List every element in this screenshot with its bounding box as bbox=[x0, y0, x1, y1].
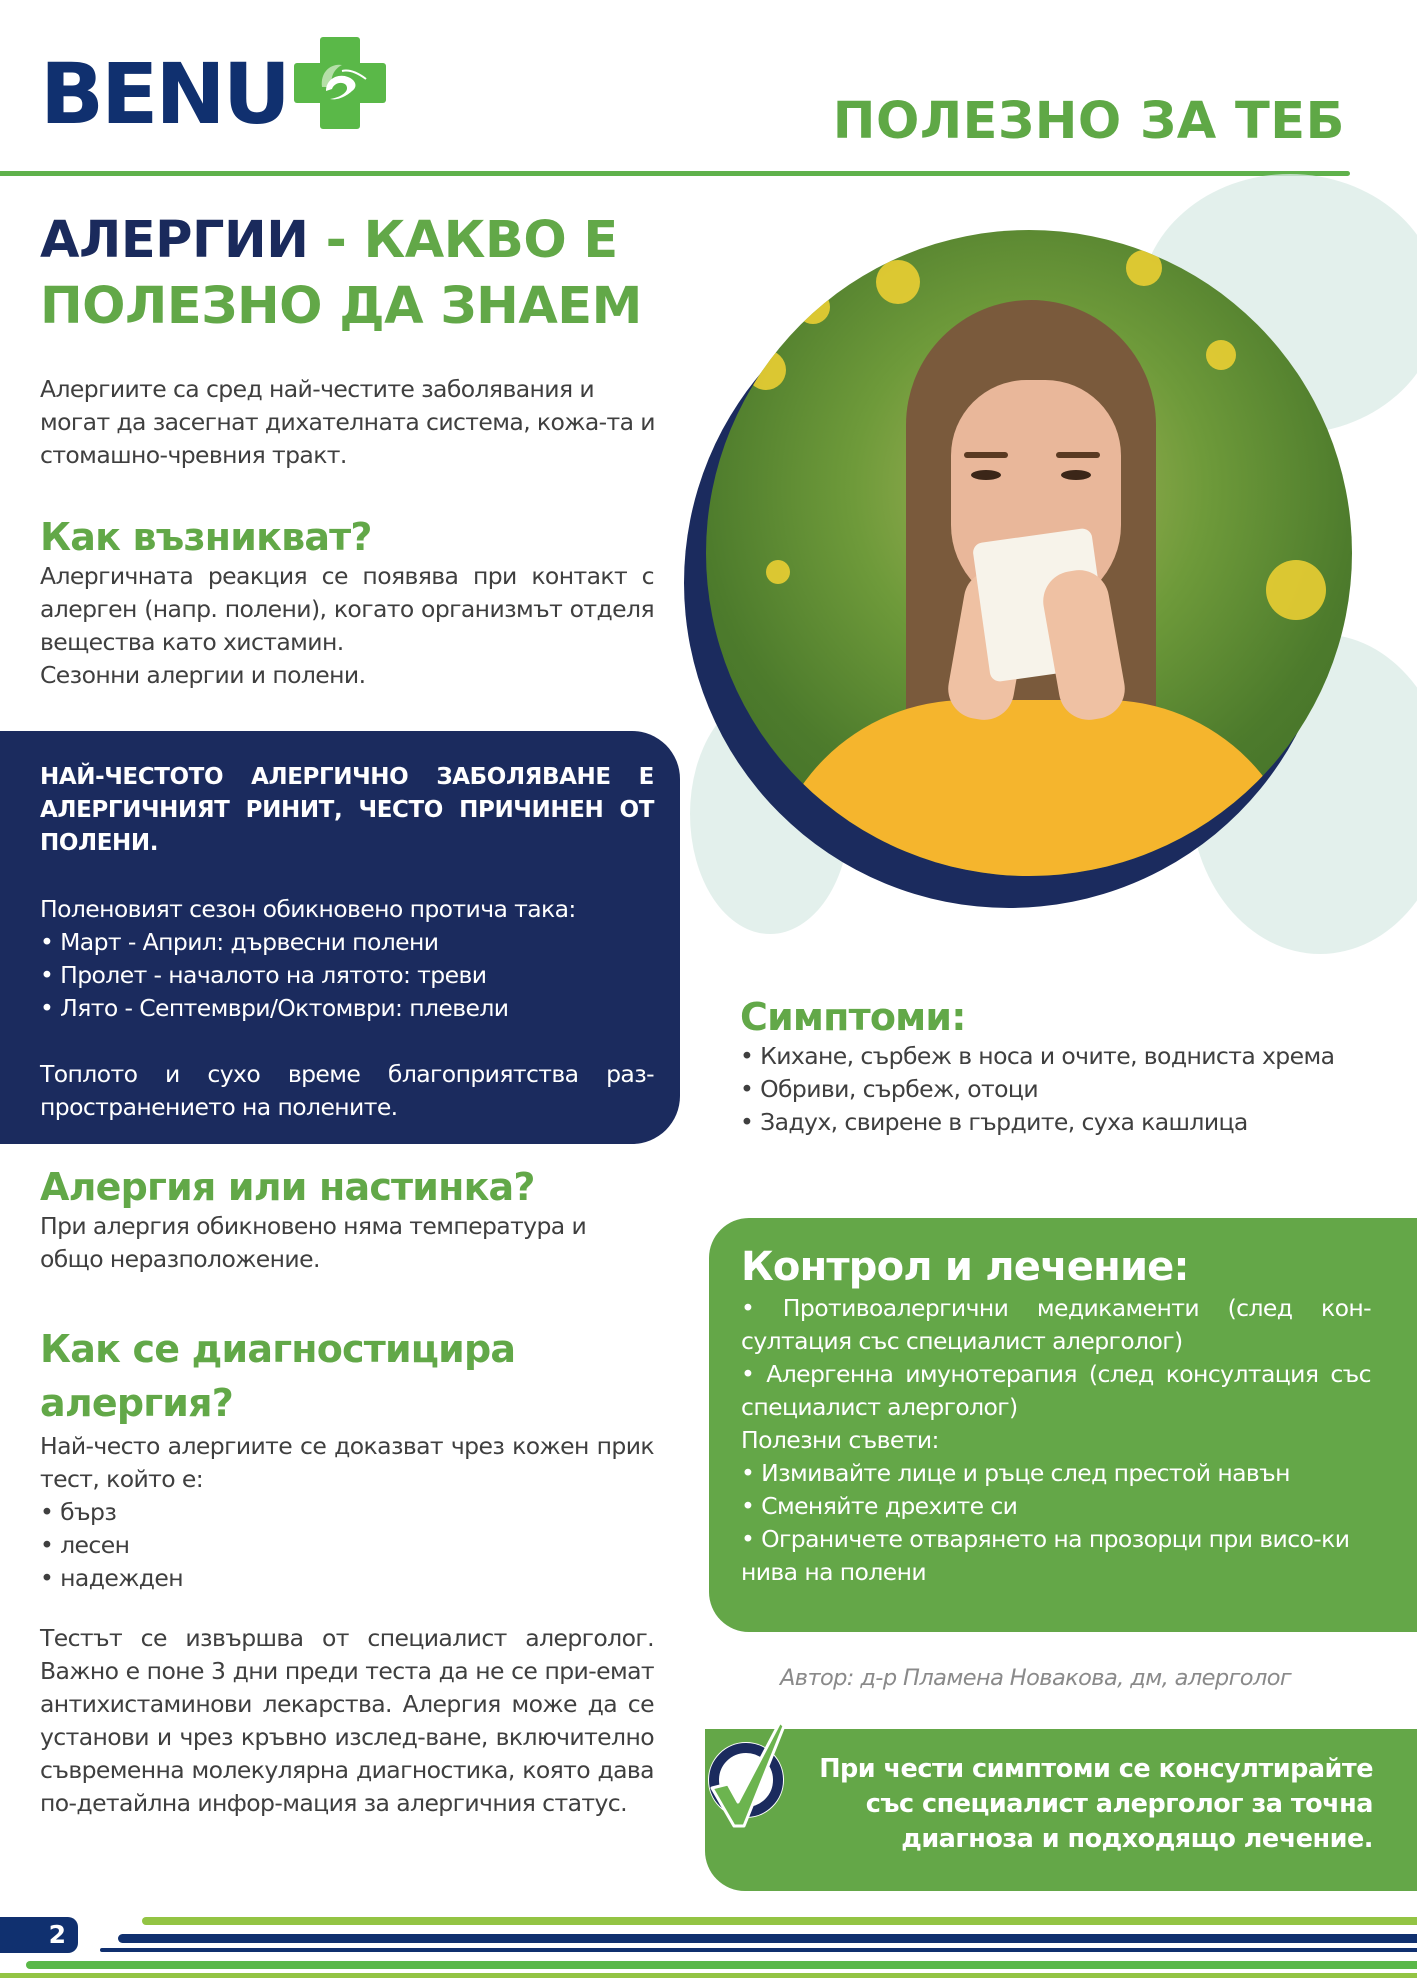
diagnosis-heading-2: алергия? bbox=[40, 1381, 233, 1425]
footer-stripe bbox=[0, 1973, 1417, 1978]
diagnosis-item: • лесен bbox=[40, 1531, 130, 1559]
treatment-item: • Противоалергични медикаменти (след кон-султация със специалист алерголог) bbox=[741, 1294, 1371, 1355]
highlight-lead: НАЙ-ЧЕСТОТО АЛЕРГИЧНО ЗАБОЛЯВАНЕ Е АЛЕРГИЧНИЯТ РИНИТ, ЧЕСТО ПРИЧИНЕН ОТ ПОЛЕНИ. bbox=[40, 764, 654, 856]
author-credit: Автор: д-р Пламена Новакова, дм, алерголог bbox=[780, 1665, 1292, 1691]
tip-item: • Измивайте лице и ръце след престой навън bbox=[741, 1459, 1290, 1487]
woman-sneezing-photo bbox=[706, 230, 1352, 876]
section-symptoms bbox=[740, 994, 1360, 1139]
footer-stripe bbox=[26, 1961, 1417, 1969]
hero-photo-group bbox=[670, 214, 1390, 934]
season-intro: Поленовият сезон обикновено протича така: bbox=[40, 895, 576, 923]
cta-line: При чести симптоми се консултирайте bbox=[819, 1754, 1373, 1784]
cta-text bbox=[773, 1752, 1373, 1857]
diagnosis-text: Най-често алергиите се доказват чрез кожен прик тест, който е: bbox=[40, 1432, 654, 1493]
test-paragraph: Тестът се извършва от специалист алерголог. Важно е поне 3 дни преди теста да не се при-емат антихистаминови лекарства. Алергия може да се установи и чрез кръвно изслед-ване, включително съвременна молекулярна диагностика, която дава по-детайлна инфор-мация за алергичния статус. bbox=[40, 1624, 654, 1817]
season-note: Топлото и сухо време благоприятства раз-пространението на полените. bbox=[40, 1060, 654, 1121]
cold-text: При алергия обикновено няма температура и общо неразположение. bbox=[40, 1212, 587, 1273]
pharmacy-cross-icon bbox=[294, 37, 386, 129]
season-item: • Пролет - началото на лятото: треви bbox=[40, 961, 487, 989]
cta-line: със специалист алерголог за точна bbox=[865, 1789, 1373, 1819]
how-text-2: Сезонни алергии и полени. bbox=[40, 661, 366, 689]
section-tag: ПОЛЕЗНО ЗА ТЕБ bbox=[832, 92, 1345, 151]
symptoms-heading: Симптоми: bbox=[740, 995, 966, 1039]
title-green-2: ПОЛЕЗНО ДА ЗНАЕМ bbox=[40, 277, 642, 336]
treatment-box bbox=[709, 1218, 1417, 1632]
cta-line: диагноза и подходящо лечение. bbox=[901, 1824, 1373, 1854]
treatment-item: • Алергенна имунотерапия (след консултация със специалист алерголог) bbox=[741, 1360, 1371, 1421]
season-item: • Март - Април: дървесни полени bbox=[40, 928, 439, 956]
symptom-item: • Кихане, сърбеж в носа и очите, водниста хрема bbox=[740, 1042, 1335, 1070]
highlight-box bbox=[0, 731, 680, 1144]
treatment-heading: Контрол и лечение: bbox=[741, 1244, 1189, 1290]
tip-item: • Ограничете отварянето на прозорци при висо-ки нива на полени bbox=[741, 1525, 1350, 1586]
brand-name: BENU bbox=[40, 45, 288, 143]
header-divider bbox=[0, 171, 1350, 176]
benu-logo bbox=[40, 45, 386, 143]
symptom-item: • Обриви, сърбеж, отоци bbox=[740, 1075, 1038, 1103]
intro-paragraph: Алергиите са сред най-честите заболявания и могат да засегнат дихателната система, кожа-та и стомашно-чревния тракт. bbox=[40, 375, 655, 469]
section-diagnosis bbox=[40, 1322, 654, 1595]
section-how bbox=[40, 514, 654, 692]
footer-stripe bbox=[100, 1948, 1417, 1952]
how-text: Алергичната реакция се появява при контакт с алерген (напр. полени), когато организмът отделя вещества като хистамин. bbox=[40, 562, 654, 656]
cold-heading: Алергия или настинка? bbox=[40, 1165, 535, 1209]
title-green-1: - КАКВО Е bbox=[308, 211, 618, 270]
season-item: • Лято - Септември/Октомври: плевели bbox=[40, 994, 509, 1022]
page-number: 2 bbox=[0, 1917, 78, 1953]
page-title bbox=[40, 208, 642, 340]
section-allergy-or-cold bbox=[40, 1164, 654, 1276]
diagnosis-item: • бърз bbox=[40, 1498, 117, 1526]
tips-heading: Полезни съвети: bbox=[741, 1426, 939, 1454]
footer-stripe bbox=[142, 1917, 1417, 1925]
symptom-item: • Задух, свирене в гърдите, суха кашлица bbox=[740, 1108, 1248, 1136]
diagnosis-heading-1: Как се диагностицира bbox=[40, 1327, 516, 1371]
tip-item: • Сменяйте дрехите си bbox=[741, 1492, 1018, 1520]
how-heading: Как възникват? bbox=[40, 515, 372, 559]
title-dark: АЛЕРГИИ bbox=[40, 211, 309, 270]
diagnosis-item: • надежден bbox=[40, 1564, 184, 1592]
footer-stripe bbox=[118, 1934, 1417, 1943]
